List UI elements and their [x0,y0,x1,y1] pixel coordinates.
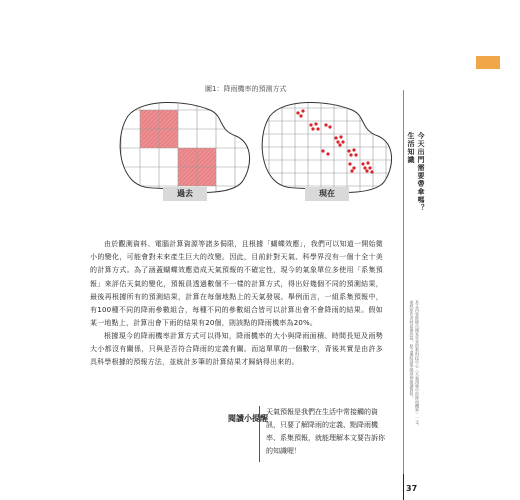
page-number: 37 [406,484,418,493]
paragraph-text: 由於觀測資料、電腦計算資源等諸多侷限，且根據「蝴蝶效應」，我們可以知道一開始微小的變化，可能會對未來產生巨大的改變。因此，目前針對天氣、科學界沒有一個十全十美的計算方式。為了涵蓋蝴蝶效應造成天氣預報的不確定性，現今的氣象單位多使用「系集預報」來評估天氣的變化，預報員透過數個不一樣的計算方式，得出好幾個不同的預測結果，最後再根據所有的預測結果，計算在每個地點上的天氣發展。舉例而言，一組系集預報中，有100種不同的降雨參數組合，每種不同的參數組合皆可以計算出會不會降雨的結果。假如某一地點上，計算出會下雨的結果有20個，則該點的降雨機率為20%。 [90,240,383,328]
side-notes [409,300,420,428]
figure-caption: 圖1：降雨機率的預測方式 [205,85,287,93]
region-outline [262,102,391,192]
grid-present [256,96,396,196]
chapter-title: 今天出門需要帶傘嗎？ [417,132,425,212]
grid-present-svg [256,96,396,196]
body-paragraph-2 [90,330,383,370]
reading-tip-label: 閱讀小提醒 [228,414,268,423]
grid-past [114,96,254,196]
body-paragraph-1 [90,238,383,330]
side-note: 並經原作者同意後改寫。原文連結請參閱延伸閱讀資料。 [409,300,415,400]
chapter-label: 生活知識 [407,132,415,164]
grid-past-svg [114,96,254,196]
side-divider [403,90,404,500]
side-note: 本文內容節錄自國家災害防救科技中心〈天氣預報中的降雨機率〉一文， [415,300,420,428]
reading-tip-text: 天氣預報是我們在生活中常接觸的資訊，只要了解降雨的定義、點降雨機率、系集預報，就能理解本文要告訴你的知識喔！ [259,406,389,462]
present-label: 現在 [305,187,349,201]
paragraph-text: 根據現今的降雨機率計算方式可以得知，降雨機率的大小與降雨面積、時間長短及雨勢大小都沒有關係，只與是否符合降雨的定義有關。而這單單的一個數字，背後其實是由許多具科學根據的預報方法，並統計多筆的計算結果才歸納得出來的。 [90,332,383,367]
accent-tab [476,56,500,69]
past-label: 過去 [163,187,207,201]
